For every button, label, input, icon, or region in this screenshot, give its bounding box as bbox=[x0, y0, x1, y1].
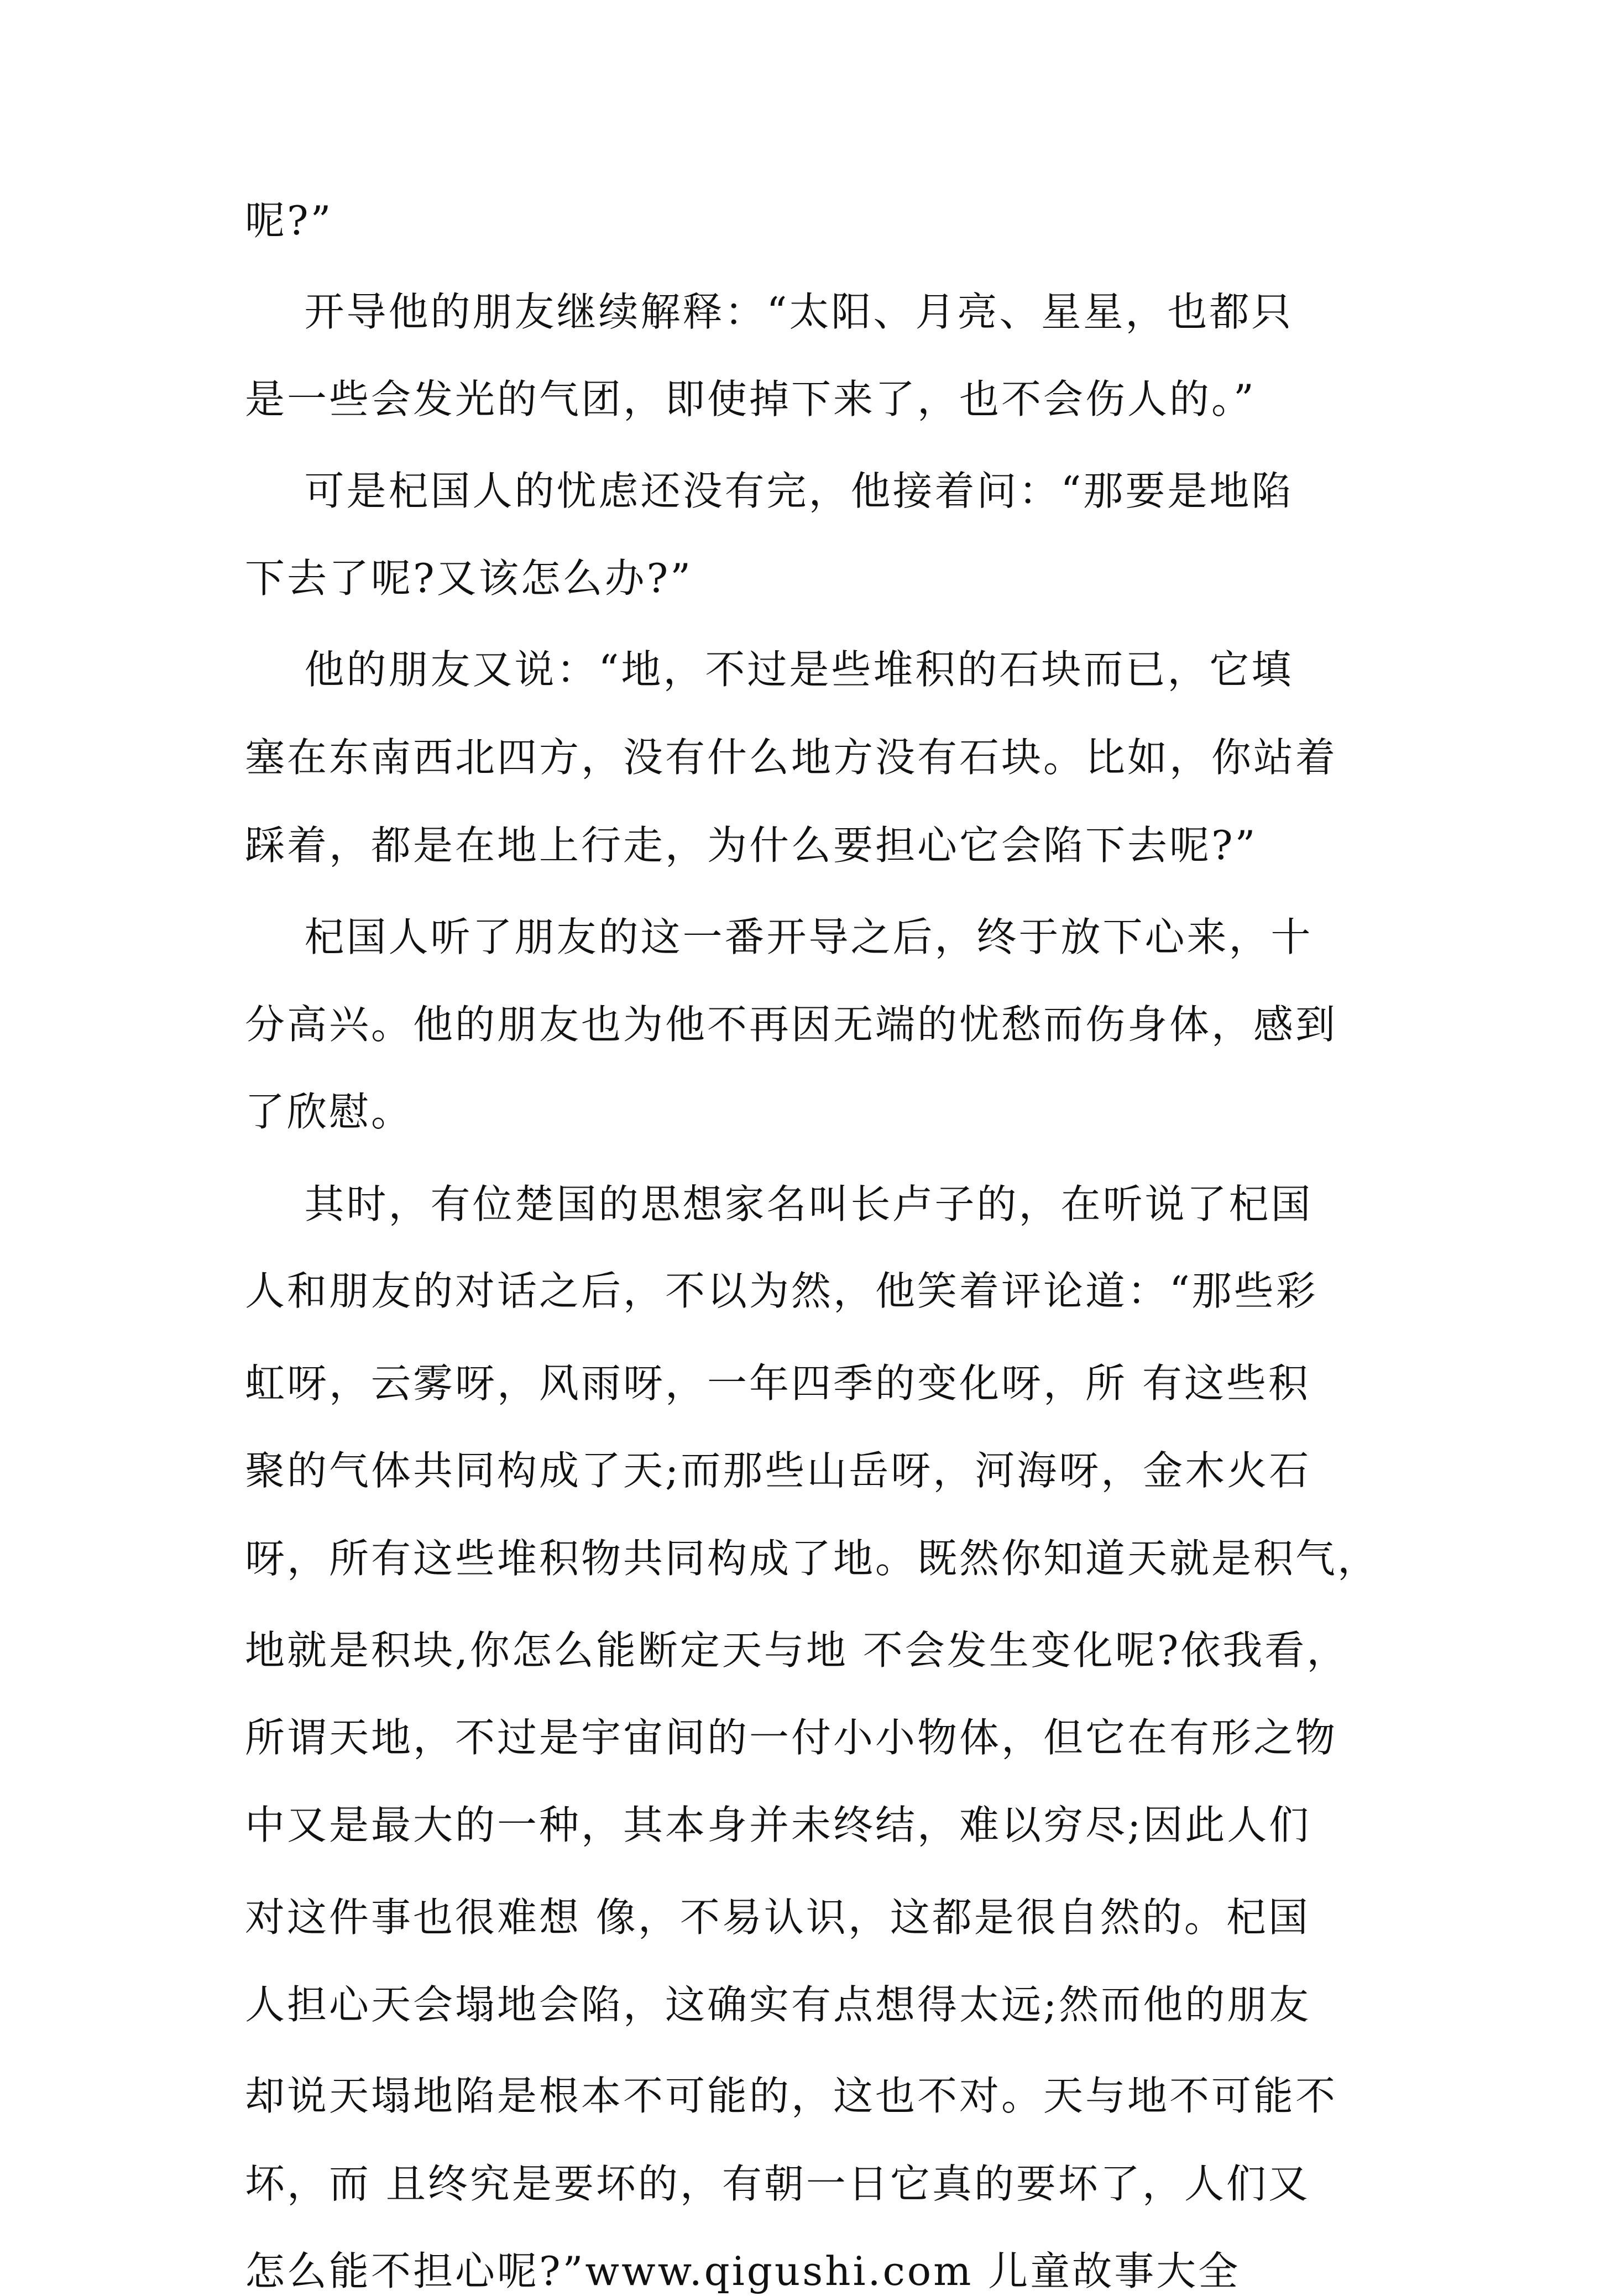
text-line: 虹呀，云雾呀，风雨呀，一年四季的变化呀，所 有这些积 bbox=[245, 1360, 1310, 1406]
text-line: 其时，有位楚国的思想家名叫长卢子的，在听说了杞国 bbox=[245, 1181, 1313, 1227]
text-line: 是一些会发光的气团，即使掉下来了，也不会伤人的。” bbox=[245, 376, 1256, 422]
text-line: 塞在东南西北四方，没有什么地方没有石块。比如，你站着 bbox=[245, 734, 1338, 781]
text-line: 坏，而 且终究是要坏的，有朝一日它真的要坏了，人们又 bbox=[245, 2161, 1310, 2207]
text-line: 呀，所有这些堆积物共同构成了地。既然你知道天就是积气， bbox=[245, 1535, 1380, 1582]
text-line: 怎么能不担心呢?”www.qigushi.com 儿童故事大全 bbox=[245, 2248, 1241, 2294]
text-line: 开导他的朋友继续解释：“太阳、月亮、星星，也都只 bbox=[245, 289, 1294, 335]
text-line: 对这件事也很难想 像，不易认识，这都是很自然的。杞国 bbox=[245, 1894, 1310, 1941]
text-line: 杞国人听了朋友的这一番开导之后，终于放下心来，十 bbox=[245, 914, 1313, 960]
text-line: 聚的气体共同构成了天;而那些山岳呀，河海呀，金木火石 bbox=[245, 1447, 1311, 1494]
text-line: 地就是积块,你怎么能断定天与地 不会发生变化呢?依我看， bbox=[245, 1627, 1349, 1673]
text-line: 中又是最大的一种，其本身并未终结，难以穷尽;因此人们 bbox=[245, 1802, 1311, 1848]
text-line: 下去了呢?又该怎么办?” bbox=[245, 555, 693, 602]
text-line: 所谓天地，不过是宇宙间的一付小小物体，但它在有形之物 bbox=[245, 1714, 1338, 1761]
text-line: 分高兴。他的朋友也为他不再因无端的忧愁而伤身体，感到 bbox=[245, 1001, 1338, 1048]
text-line: 踩着，都是在地上行走，为什么要担心它会陷下去呢?” bbox=[245, 822, 1258, 869]
text-line: 人和朋友的对话之后，不以为然，他笑着评论道：“那些彩 bbox=[245, 1268, 1318, 1314]
text-line: 人担心天会塌地会陷，这确实有点想得太远;然而他的朋友 bbox=[245, 1981, 1311, 2028]
text-line: 他的朋友又说：“地，不过是些堆积的石块而已，它填 bbox=[245, 646, 1294, 693]
text-line: 呢?” bbox=[245, 197, 333, 244]
text-line: 可是杞国人的忧虑还没有完，他接着问：“那要是地陷 bbox=[245, 468, 1294, 514]
text-line: 却说天塌地陷是根本不可能的，这也不对。天与地不可能不 bbox=[245, 2073, 1338, 2119]
text-line: 了欣慰。 bbox=[245, 1089, 414, 1135]
